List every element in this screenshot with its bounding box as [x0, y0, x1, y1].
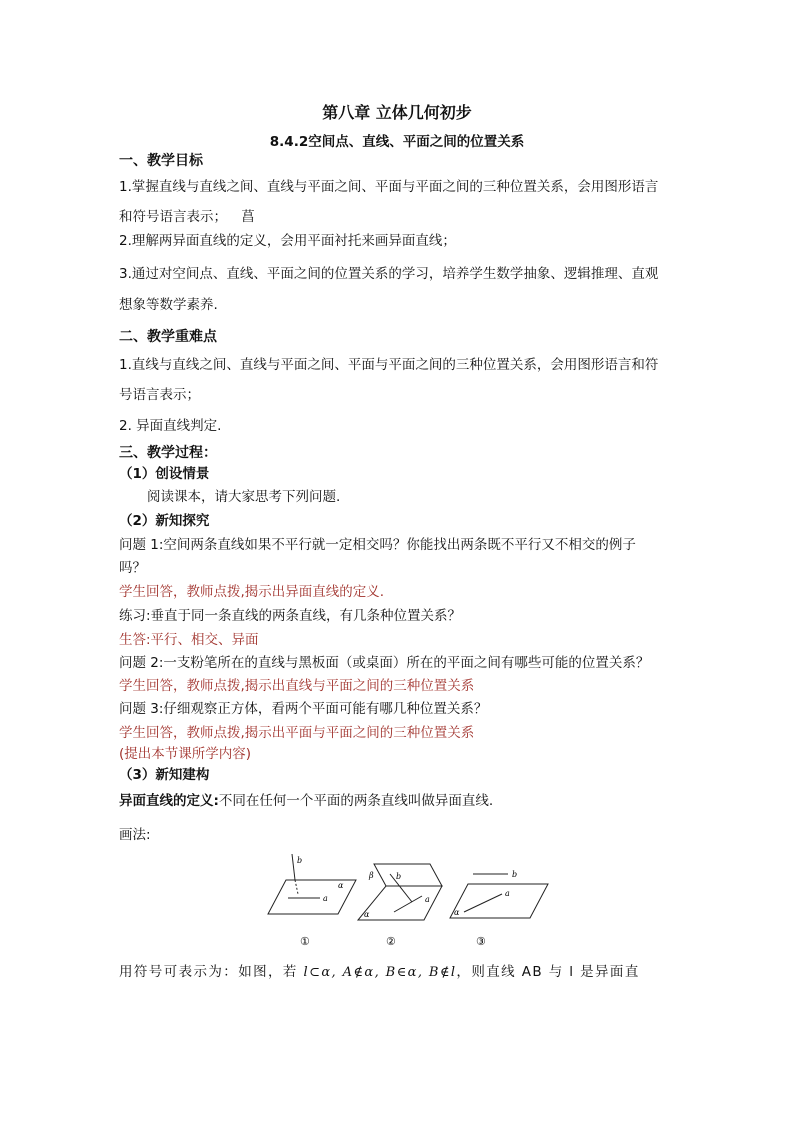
- q3: 问题 3:仔细观察正方体，看两个平面可能有哪几种位置关系？: [119, 701, 488, 717]
- symbol-suffix: ，则直线 AB 与 l 是异面直: [456, 964, 640, 980]
- fig3-label-alpha: α: [454, 908, 460, 917]
- answer2: 学生回答，教师点拨,揭示出直线与平面之间的三种位置关系: [119, 678, 475, 694]
- draw-label: 画法:: [119, 827, 151, 843]
- figure-3: [450, 870, 548, 948]
- figure-2-number: ②: [386, 935, 396, 948]
- fig3-label-b: b: [512, 870, 518, 879]
- figure-2: [358, 864, 442, 948]
- line-a-2: [394, 896, 422, 912]
- line-b-1-hidden: [295, 880, 298, 894]
- symbol-statement: [119, 963, 640, 982]
- fig1-label-a: a: [323, 894, 328, 903]
- goal2: 2.理解两异面直线的定义，会用平面衬托来画异面直线；: [119, 233, 456, 249]
- figure-1: [268, 854, 356, 948]
- step1-text: 阅读课本，请大家思考下列问题.: [147, 489, 341, 505]
- fig1-label-alpha: α: [338, 881, 344, 890]
- definition-label: 异面直线的定义:: [119, 793, 219, 809]
- definition: [119, 792, 493, 810]
- symbol-math: l⊂α, A∉α, B∈α, B∉l: [303, 965, 457, 980]
- goal3-line1: 3.通过对空间点、直线、平面之间的位置关系的学习，培养学生数学抽象、逻辑推理、直观: [119, 266, 659, 282]
- step1-heading: （1）创设情景: [119, 466, 210, 482]
- stray-glyph: 菖: [241, 209, 255, 225]
- kp2: 2. 异面直线判定.: [119, 418, 222, 434]
- page-title: 第八章 立体几何初步: [322, 103, 472, 122]
- fig2-label-a: a: [425, 895, 430, 904]
- step3-heading: （3）新知建构: [119, 767, 210, 783]
- answer3: 学生回答，教师点拨,揭示出平面与平面之间的三种位置关系: [119, 725, 475, 741]
- goal1-line2-text: 和符号语言表示；: [119, 209, 227, 225]
- kp1-line1: 1.直线与直线之间、直线与平面之间、平面与平面之间的三种位置关系，会用图形语言和符: [119, 357, 659, 373]
- fig3-label-a: a: [505, 889, 510, 898]
- fig2-label-beta: β: [369, 871, 374, 880]
- plane-beta: [374, 864, 442, 886]
- figure-3-number: ③: [476, 935, 486, 948]
- line-a-3: [464, 894, 502, 912]
- exercise1: 练习:垂直于同一条直线的两条直线，有几条种位置关系？: [119, 608, 462, 624]
- exercise1-answer: 生答:平行、相交、异面: [119, 632, 259, 648]
- kp1-line2: 号语言表示；: [119, 387, 200, 403]
- symbol-prefix: 用符号可表示为：如图，若: [119, 964, 298, 980]
- goal1-line1: 1.掌握直线与直线之间、直线与平面之间、平面与平面之间的三种位置关系，会用图形语言: [119, 179, 659, 195]
- q1-line1: 问题 1:空间两条直线如果不平行就一定相交吗？你能找出两条既不平行又不相交的例子: [119, 537, 636, 553]
- fig1-label-b: b: [297, 856, 303, 865]
- keypoints-heading: 二、教学重难点: [119, 329, 217, 345]
- definition-text: 不同在任何一个平面的两条直线叫做异面直线.: [218, 793, 494, 809]
- plane-alpha-3: [450, 884, 548, 918]
- q2: 问题 2:一支粉笔所在的直线与黑板面（或桌面）所在的平面之间有哪些可能的位置关系？: [119, 655, 650, 671]
- page-subtitle: 8.4.2空间点、直线、平面之间的位置关系: [269, 134, 525, 150]
- answer3-note: (提出本节课所学内容): [119, 746, 252, 762]
- skew-lines-figure: [262, 852, 562, 956]
- answer1: 学生回答，教师点拨,揭示出异面直线的定义.: [119, 584, 385, 600]
- figure-svg: [262, 852, 562, 952]
- fig2-label-b: b: [396, 872, 402, 881]
- goals-heading: 一、教学目标: [119, 153, 203, 169]
- process-heading: 三、教学过程：: [119, 445, 217, 461]
- q1-line2: 吗？: [119, 560, 146, 576]
- line-b-1: [292, 854, 295, 880]
- figure-1-number: ①: [300, 935, 310, 948]
- fig2-label-alpha: α: [364, 910, 370, 919]
- goal3-line2: 想象等数学素养.: [119, 297, 218, 313]
- goal1-line2: [119, 208, 255, 226]
- step2-heading: （2）新知探究: [119, 513, 210, 529]
